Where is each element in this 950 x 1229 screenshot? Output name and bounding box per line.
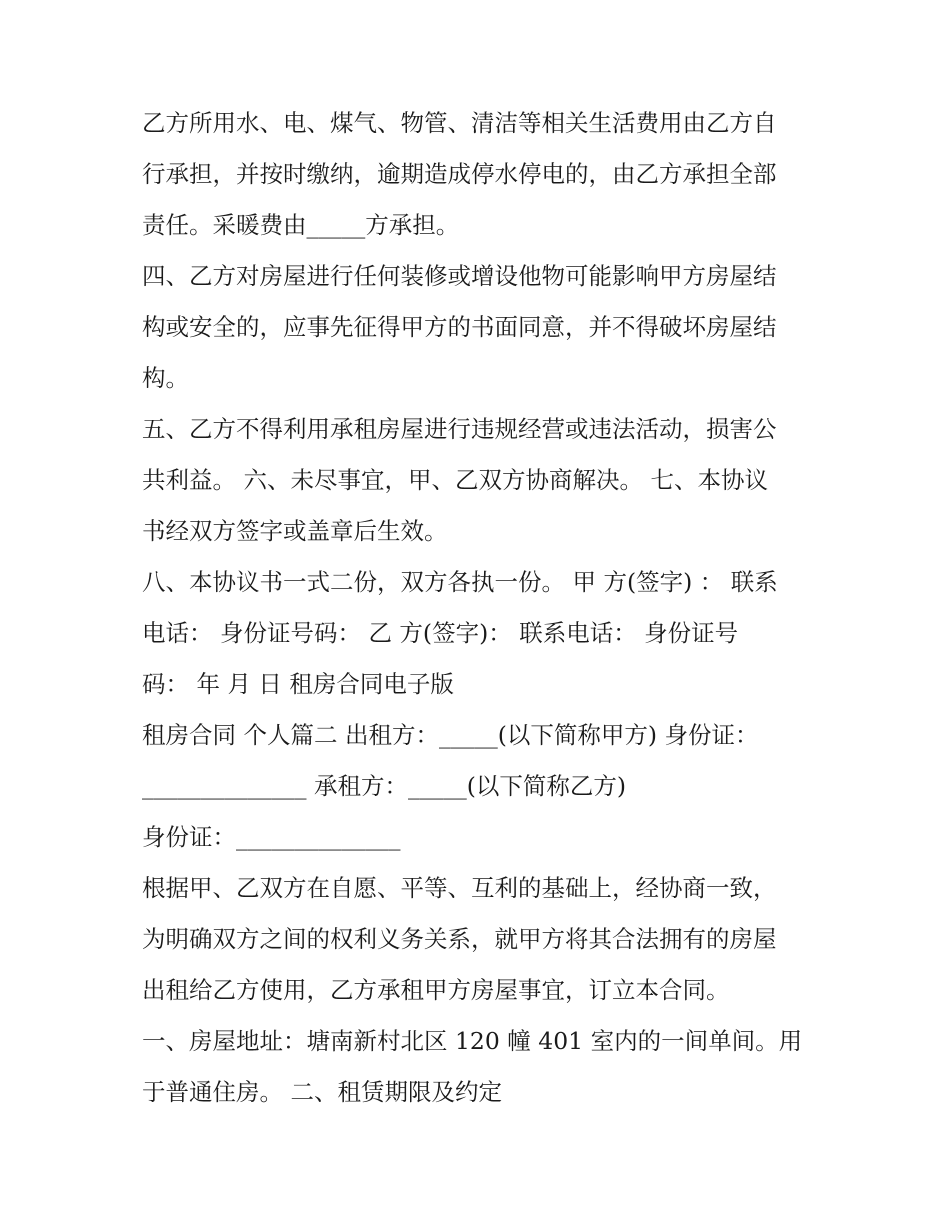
- text-line: 码： 年 月 日 租房合同电子版: [142, 670, 454, 698]
- text-line: 乙方所用水、电、煤气、物管、清洁等相关生活费用由乙方自: [142, 109, 777, 137]
- text-line: 行承担，并按时缴纳，逾期造成停水停电的，由乙方承担全部: [142, 160, 777, 188]
- text-line: 电话： 身份证号码： 乙 方(签字)： 联系电话： 身份证号: [142, 619, 739, 647]
- text-line: 五、乙方不得利用承租房屋进行违规经营或违法活动，损害公: [142, 415, 777, 443]
- text-line: 租房合同 个人篇二 出租方：_____(以下简称甲方) 身份证：: [142, 721, 759, 749]
- text-line: 共利益。 六、未尽事宜，甲、乙双方协商解决。 七、本协议: [142, 466, 768, 494]
- text-line: 书经双方签字或盖章后生效。: [142, 517, 448, 545]
- text-line: 构或安全的，应事先征得甲方的书面同意，并不得破坏房屋结: [142, 313, 777, 341]
- text-line: 责任。采暖费由_____方承担。: [142, 211, 460, 239]
- text-line: 八、本协议书一式二份，双方各执一份。 甲 方(签字) ： 联系: [142, 568, 778, 596]
- text-line: 出租给乙方使用，乙方承租甲方房屋事宜，订立本合同。: [142, 976, 730, 1004]
- text-line: 四、乙方对房屋进行任何装修或增设他物可能影响甲方房屋结: [142, 262, 777, 290]
- text-line: 一、房屋地址：塘南新村北区 120 幢 401 室内的一间单间。用: [142, 1027, 803, 1055]
- text-line: 身份证：______________: [142, 823, 401, 851]
- text-line: 于普通住房。 二、租赁期限及约定: [142, 1078, 502, 1106]
- text-line: 构。: [142, 364, 189, 392]
- text-line: 根据甲、乙双方在自愿、平等、互利的基础上，经协商一致，: [142, 874, 777, 902]
- text-line: 为明确双方之间的权利义务关系，就甲方将其合法拥有的房屋: [142, 925, 777, 953]
- text-line: ______________ 承租方：_____(以下简称乙方): [142, 772, 627, 800]
